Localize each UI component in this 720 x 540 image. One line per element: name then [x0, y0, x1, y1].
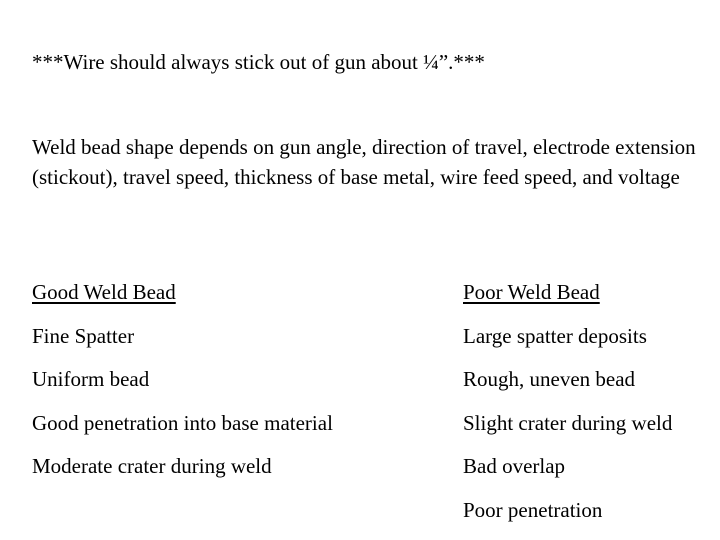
- good-weld-heading: Good Weld Bead: [32, 280, 176, 304]
- good-weld-item: Uniform bead: [32, 367, 150, 391]
- poor-weld-item: Bad overlap: [463, 454, 566, 478]
- poor-weld-heading: Poor Weld Bead: [463, 280, 600, 304]
- poor-weld-item: Slight crater during weld: [463, 410, 673, 435]
- good-weld-column: [32, 277, 333, 495]
- bead-shape-paragraph: Weld bead shape depends on gun angle, direction of travel, electrode extension (stickout), travel speed, thickness of base metal, wire feed speed, and voltage: [32, 135, 696, 189]
- poor-weld-item: Poor penetration: [463, 497, 603, 522]
- wire-stickout-note: ***Wire should always stick out of gun about ¼”.***: [32, 50, 485, 74]
- poor-weld-column: [463, 277, 672, 538]
- poor-weld-item: Large spatter deposits: [463, 323, 647, 348]
- good-weld-item: Moderate crater during weld: [32, 454, 272, 478]
- poor-weld-item: Rough, uneven bead: [463, 367, 636, 391]
- good-weld-item: Good penetration into base material: [32, 410, 333, 435]
- good-weld-item: Fine Spatter: [32, 323, 135, 348]
